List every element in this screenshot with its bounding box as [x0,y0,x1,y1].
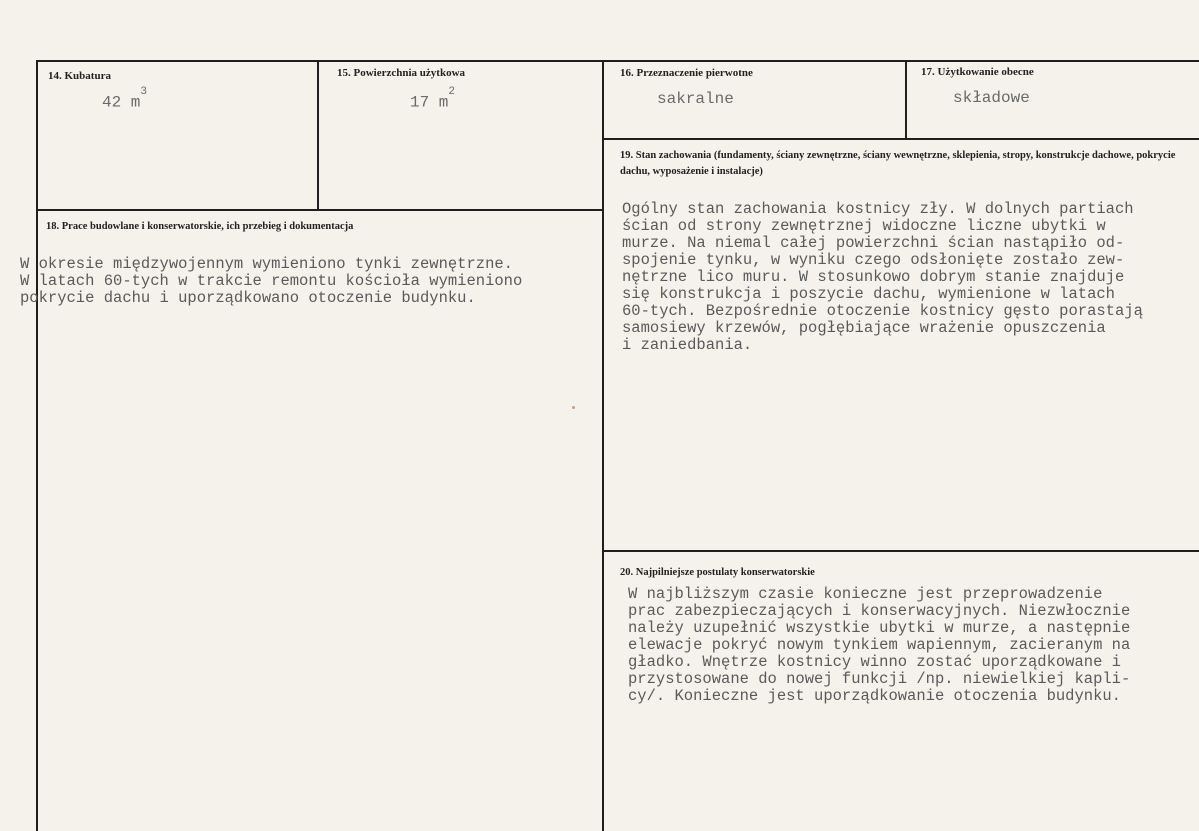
field-17-label: 17. Użytkowanie obecne [921,66,1034,78]
field-15-unit-exponent: 2 [448,86,456,98]
paper-speck [572,406,575,409]
row-divider-right-1 [604,138,1199,140]
field-20-label: 20. Najpilniejsze postulaty konserwatorskie [620,567,815,578]
field-15-number: 17 m [410,93,449,112]
field-18-text: W okresie międzywojennym wymieniono tynki zewnętrzne. W latach 60-tych w trakcie remontu kościoła wymieniono pokrycie dachu i uporządkowano otoczenie budynku. [20,255,523,307]
field-16-value: sakralne [657,90,734,108]
row-divider-left [36,209,604,211]
left-border [36,60,38,831]
field-17-value: składowe [953,89,1030,107]
field-14-number: 42 m [102,93,141,112]
field-16-label: 16. Przeznaczenie pierwotne [620,67,753,79]
col-divider-14-15 [317,60,319,210]
field-18-label: 18. Prace budowlane i konserwatorskie, ich przebieg i dokumentacja [46,221,354,232]
field-15-label: 15. Powierzchnia użytkowa [337,67,466,79]
row-divider-right-2 [604,550,1199,552]
field-14-unit-exponent: 3 [140,86,148,98]
top-border [36,60,1199,62]
field-20-text: W najbliższym czasie konieczne jest przeprowadzenie prac zabezpieczających i konserwacyjnych. Niezwłocznie należy uzupełnić wszystkie ubytki w murze, a następnie elewacje pokryć nowym tynkiem wapiennym, zacieranym na gładko. Wnętrze kostnicy winno zostać uporządkowane i przystosowane do nowej funkcji /np. niewielkiej kapli- cy/. Konieczne jest uporządkowanie otoczenia budynku. [628,585,1131,705]
field-14-value [102,86,148,112]
col-divider-16-17 [905,60,907,139]
field-19-label: 19. Stan zachowania (fundamenty, ściany zewnętrzne, ściany wewnętrzne, sklepienia, stropy, konstrukcje dachowe, pokrycie dachu, wyposażenie i instalacje) [620,150,1176,177]
field-14-label: 14. Kubatura [48,70,111,82]
field-15-value [410,86,456,112]
col-divider-main [602,60,604,831]
field-19-text: Ogólny stan zachowania kostnicy zły. W dolnych partiach ścian od strony zewnętrznej widoczne liczne ubytki w murze. Na niemal całej powierzchni ścian nastąpiło od- spojenie tynku, w wyniku czego odsłonięte zostało zew- nętrzne lico muru. W stosunkowo dobrym stanie znajduje się konstrukcja i poszycie dachu, wymienione w latach 60-tych. Bezpośrednie otoczenie kostnicy gęsto porastają samosiewy krzewów, pogłębiające wrażenie opuszczenia i zaniedbania. [622,200,1143,354]
